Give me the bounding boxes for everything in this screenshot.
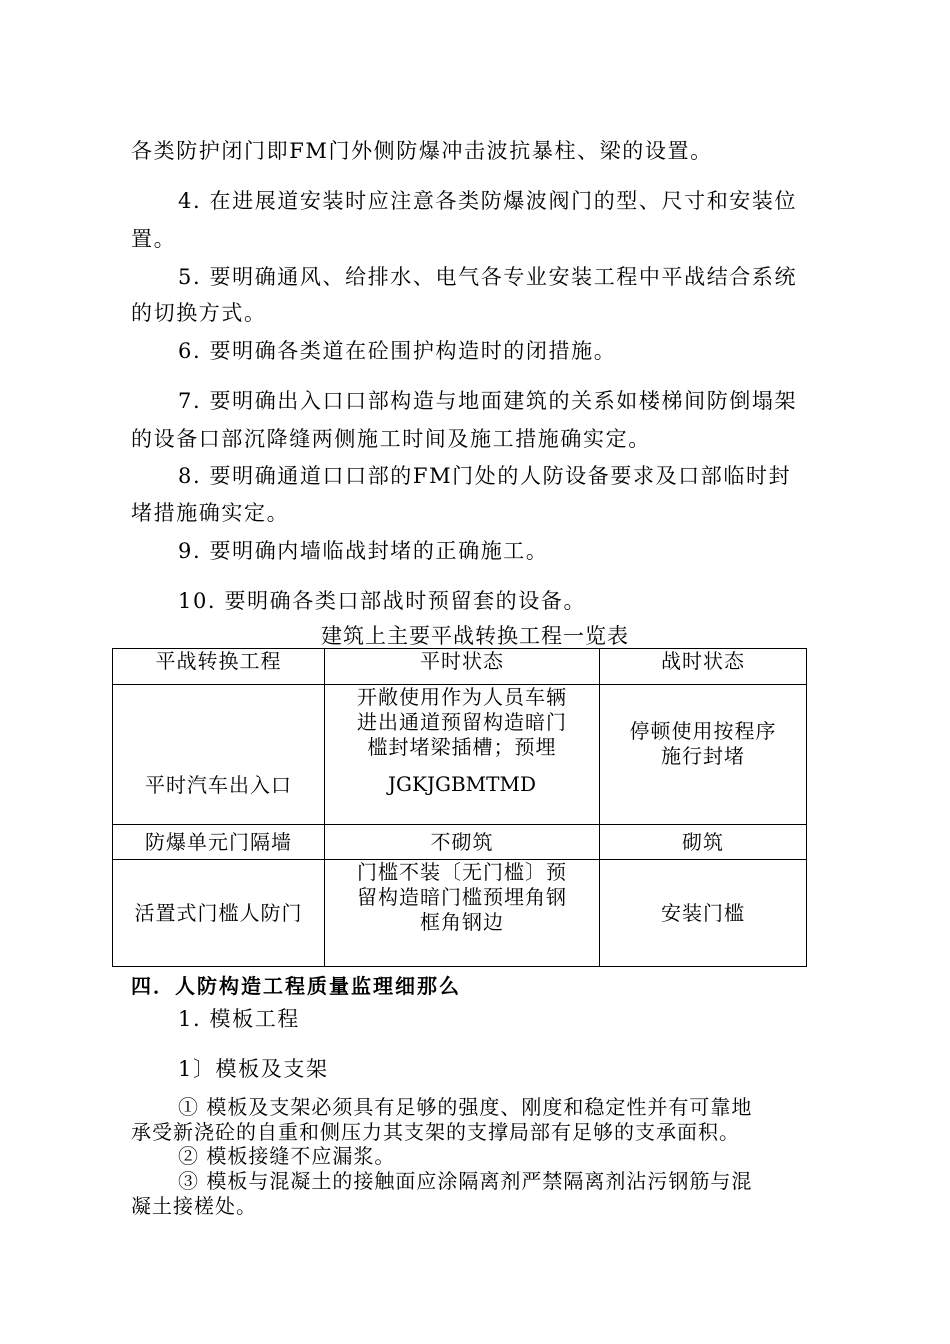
point-1-line-2: 承受新浇砼的自重和侧压力其支架的支撑局部有足够的支承面积。 [131, 1120, 740, 1144]
item-4-line-1: 4. 在进展道安装时应注意各类防爆波阀门的型、尺寸和安装位 [178, 189, 798, 213]
point-2: ② 模板接缝不应漏浆。 [178, 1144, 396, 1168]
row1-peace-cell [325, 685, 600, 825]
row1-peace-line-2: 进出通道预留构造暗门 [357, 710, 567, 734]
table-caption: 建筑上主要平战转换工程一览表 [321, 624, 629, 648]
point-3-line-1: ③ 模板与混凝土的接触面应涂隔离剂严禁隔离剂沾污钢筋与混 [178, 1169, 753, 1193]
row1-war-cell [600, 685, 807, 825]
header-wartime: 战时状态 [600, 649, 807, 685]
item-8-line-1: 8. 要明确通道口口部的FM门处的人防设备要求及口部临时封 [178, 464, 792, 488]
item-8-line-2: 堵措施确实定。 [131, 501, 290, 525]
row1-peace-line-1: 开敞使用作为人员车辆 [357, 685, 567, 709]
row3-peace-line-3: 框角钢边 [420, 910, 504, 934]
row3-peace-line-1: 门槛不装〔无门槛〕预 [357, 860, 567, 884]
item-7-line-1: 7. 要明确出入口口部构造与地面建筑的关系如楼梯间防倒塌架 [178, 389, 798, 413]
item-5-line-2: 的切换方式。 [131, 301, 267, 325]
row2-war: 砌筑 [600, 825, 807, 860]
row1-war-line-2: 施行封堵 [661, 744, 745, 768]
row1-peace-line-3: 槛封堵梁插槽；预埋 [367, 735, 557, 759]
header-project: 平战转换工程 [113, 649, 325, 685]
row3-name: 活置式门槛人防门 [113, 860, 325, 967]
subsection-1: 1. 模板工程 [178, 1007, 300, 1031]
table-row [113, 825, 807, 860]
row3-peace-cell [325, 860, 600, 967]
section-4-heading: 四．人防构造工程质量监理细那么 [131, 974, 461, 998]
item-7-line-2: 的设备口部沉降缝两侧施工时间及施工措施确实定。 [131, 427, 651, 451]
point-1-line-1: ① 模板及支架必须具有足够的强度、刚度和稳定性并有可靠地 [178, 1095, 753, 1119]
conversion-table [112, 648, 807, 967]
row3-war: 安装门槛 [600, 860, 807, 967]
item-9: 9. 要明确内墙临战封堵的正确施工。 [178, 539, 549, 563]
row2-name: 防爆单元门隔墙 [113, 825, 325, 860]
item-5-line-1: 5. 要明确通风、给排水、电气各专业安装工程中平战结合系统 [178, 265, 798, 289]
header-peacetime: 平时状态 [325, 649, 600, 685]
item-4-line-2: 置。 [131, 227, 177, 251]
table-row [113, 860, 807, 967]
item-6: 6. 要明确各类道在砼围护构造时的闭措施。 [178, 339, 617, 363]
subsection-1-1: 1〕模板及支架 [178, 1057, 329, 1081]
table-header-row [113, 649, 807, 685]
intro-paragraph: 各类防护闭门即FM门外侧防爆冲击波抗暴柱、梁的设置。 [131, 139, 713, 163]
row2-peace: 不砌筑 [325, 825, 600, 860]
row3-peace-line-2: 留构造暗门槛预埋角钢 [357, 885, 567, 909]
row1-peace-line-4: JGKJGBMTMD [388, 772, 536, 796]
item-10: 10. 要明确各类口部战时预留套的设备。 [178, 589, 587, 613]
point-3-line-2: 凝土接槎处。 [131, 1194, 257, 1218]
row1-name: 平时汽车出入口 [113, 685, 325, 825]
table-row [113, 685, 807, 825]
row1-war-line-1: 停顿使用按程序 [629, 719, 777, 743]
